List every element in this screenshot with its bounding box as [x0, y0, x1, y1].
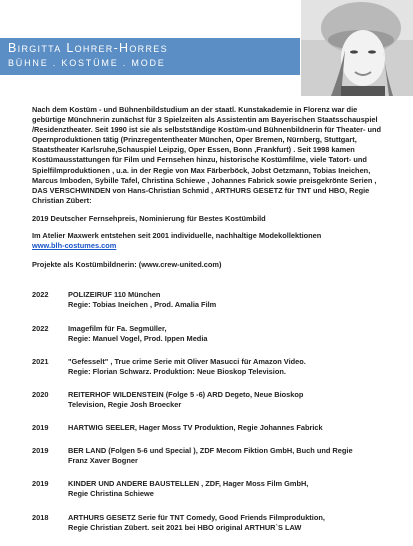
- project-detail: Franz Xaver Bogner: [68, 456, 138, 466]
- project-detail: Television, Regie Josh Broecker: [68, 399, 182, 409]
- project-title: POLIZEIRUF 110 München: [68, 290, 161, 300]
- portrait-image: [301, 0, 413, 96]
- project-year: 2019: [32, 423, 49, 433]
- project-entry: [32, 324, 388, 344]
- project-year: 2018: [32, 512, 49, 522]
- project-entry: [32, 357, 388, 377]
- project-entry: [32, 290, 388, 310]
- atelier-line: Im Atelier Maxwerk entstehen seit 2001 individuelle, nachhaltige Modekollektionen: [32, 231, 322, 241]
- project-detail: Regie Christian Zübert. seit 2021 bei HBO original ARTHUR`S LAW: [68, 522, 302, 532]
- project-title: BER LAND (Folgen 5-6 und Special ), ZDF Mecom Fiktion GmbH, Buch und Regie: [68, 446, 353, 456]
- project-entry: [32, 390, 388, 410]
- project-year: 2019: [32, 479, 49, 489]
- projects-label: Projekte als Kostümbildnerin: (www.crew-united.com): [32, 260, 222, 270]
- project-detail: Regie: Florian Schwarz. Produktion: Neue Bioskop Television.: [68, 366, 286, 376]
- project-detail: Regie: Manuel Vogel, Prod. Ippen Media: [68, 333, 208, 343]
- project-entry: [32, 423, 388, 433]
- project-title: REITERHOF WILDENSTEIN (Folge 5 -6) ARD Degeto, Neue Bioskop: [68, 389, 304, 399]
- project-entry: [32, 479, 388, 499]
- portrait-photo: [301, 0, 413, 96]
- project-title: KINDER UND ANDERE BAUSTELLEN , ZDF, Hager Moss Film GmbH,: [68, 479, 309, 489]
- award-line: 2019 Deutscher Fernsehpreis, Nominierung für Bestes Kostümbild: [32, 213, 266, 223]
- project-title: ARTHURS GESETZ Serie für TNT Comedy, Good Friends Filmproduktion,: [68, 512, 325, 522]
- designer-name: Birgitta Lohrer-Horres: [8, 41, 168, 55]
- project-entry: [32, 513, 388, 533]
- project-entry: [32, 446, 388, 466]
- project-year: 2020: [32, 389, 49, 399]
- project-detail: Regie Christina Schiewe: [68, 489, 154, 499]
- header-banner: [0, 0, 413, 96]
- website-link[interactable]: www.blh-costumes.com: [32, 241, 117, 251]
- project-title: "Gefesselt" , True crime Serie mit Oliver Masucci für Amazon Video.: [68, 356, 306, 366]
- designer-subtitle: BÜHNE . KOSTÜME . MODE: [8, 58, 166, 68]
- project-title: HARTWIG SEELER, Hager Moss TV Produktion, Regie Johannes Fabrick: [68, 423, 323, 433]
- cv-content: [32, 105, 388, 546]
- project-title: Imagefilm für Fa. Segmüller,: [68, 323, 167, 333]
- project-year: 2022: [32, 290, 49, 300]
- bio-paragraph: Nach dem Kostüm - und Bühnenbildstudium an der staatl. Kunstakademie in Florenz war die gebürtige Münchnerin zunächst für 3 Spielzeiten als Assistentin am Bayerischen Staatsschauspiel /Residenztheater. Seit 1990 ist sie als selbstständige Kostüm-und Bühnenbildnerin für Theater- und Opernproduktionen tätig (Prinzregententheater München, Oper Bremen, Nürnberg, Stuttgart, Staatstheater Karlsruhe,Schauspiel Leipzig, Oper Essen, Bonn ,Frankfurt) . Seit 1998 kamen Kostümausstattungen für Film und Fernsehen hinzu, historische Kostümfilme, viele Tatort- und Spielfilmproduktionen , u.a. in der Regie von Max Färberböck, Jobst Oetzmann, Tobias Ineichen, Marcus Imboden, Sybille Tafel, Christina Schiewe , Johannes Fabrick sowie preisgekrönte Serien , DAS VERSCHWINDEN von Hans-Christian Schmid , ARTHURS GESETZ für TNT und HBO, Regie Christian Zübert:: [32, 105, 382, 205]
- project-detail: Regie: Tobias Ineichen , Prod. Amalia Film: [68, 300, 217, 310]
- project-year: 2022: [32, 323, 49, 333]
- project-year: 2021: [32, 356, 49, 366]
- project-year: 2019: [32, 446, 49, 456]
